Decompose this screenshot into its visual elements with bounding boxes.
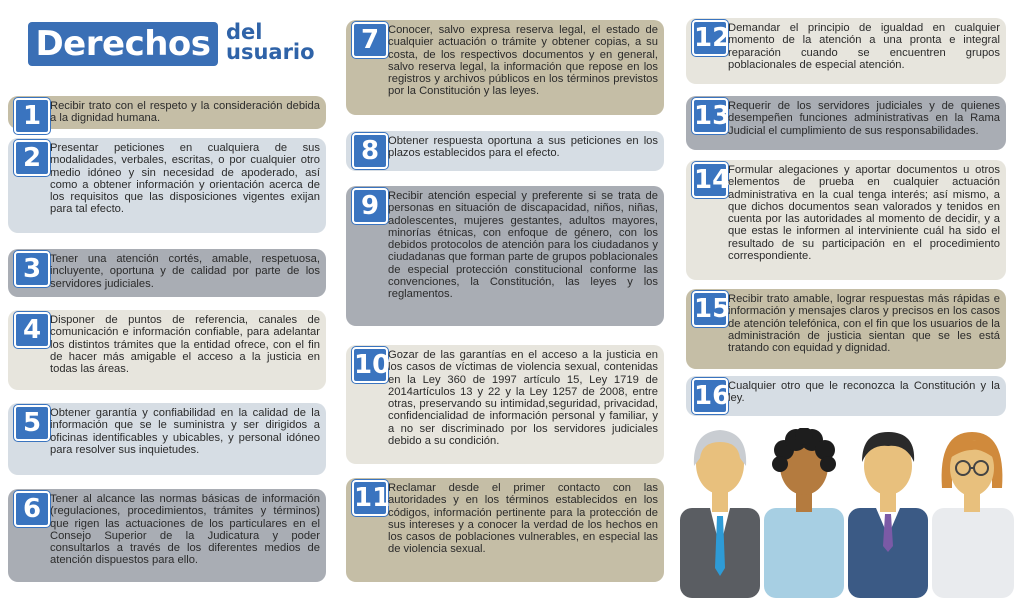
- subtitle-line-1: del: [226, 20, 263, 44]
- right-text-9: Recibir atención especial y preferente si se trata de personas en situación de discapacidad, niños, niñas, adolescentes, mujeres gestantes, adultos mayores, minorías étnicas, con enfoque de género, con los debidos protocolos de atención para los ciudadanos y ciudadanas que forman parte de grupos poblacionales de especial protección constitucional conforme las convenciones, la Constitución, las leyes y los reglamentos.: [388, 190, 658, 301]
- right-card-16: [686, 376, 1006, 416]
- person-2: [764, 428, 844, 598]
- right-text-14: Formular alegaciones y aportar documentos u otros elementos de prueba en cualquier actuación administrativa en la cual tenga interés; así mismo, a que dichos documentos sean valorados y tenidos en cuenta por las autoridades al momento de decidir, y a que estas le informen al interviniente cuál ha sido el resultado de su participación en el procedimiento correspondiente.: [728, 164, 1000, 263]
- right-text-12: Demandar el principio de igualdad en cualquier momento de la atención a una pronta e integral reparación cuando se encuentren grupos poblacionales de especial atención.: [728, 22, 1000, 71]
- right-card-14: [686, 160, 1006, 280]
- right-card-7: [346, 20, 664, 115]
- right-number-12: 12: [692, 20, 728, 56]
- right-number-11: 11: [352, 480, 388, 516]
- right-number-2: 2: [14, 140, 50, 176]
- right-number-9: 9: [352, 188, 388, 224]
- right-text-16: Cualquier otro que le reconozca la Constitución y la ley.: [728, 380, 1000, 405]
- right-card-6: [8, 489, 326, 582]
- right-card-4: [8, 310, 326, 390]
- right-number-13: 13: [692, 98, 728, 134]
- right-number-10: 10: [352, 347, 388, 383]
- right-text-1: Recibir trato con el respeto y la consideración debida a la dignidad humana.: [50, 100, 320, 125]
- right-card-13: [686, 96, 1006, 150]
- right-text-13: Requerir de los servidores judiciales y de quienes desempeñen funciones administrativas en la Rama Judicial el cumplimiento de sus responsabilidades.: [728, 100, 1000, 137]
- person-1: [680, 430, 760, 598]
- right-card-10: [346, 345, 664, 464]
- person-3: [848, 432, 928, 598]
- right-number-7: 7: [352, 22, 388, 58]
- right-text-7: Conocer, salvo expresa reserva legal, el estado de cualquier actuación o trámite y obtener copias, a su costa, de los respectivos documentos y en general, salvo reserva legal, la información que repose en los registros y archivos públicos en los términos previstos por la Constitución y las leyes.: [388, 24, 658, 98]
- right-number-15: 15: [692, 291, 728, 327]
- title-banner: [28, 22, 218, 66]
- right-text-4: Disponer de puntos de referencia, canales de comunicación e información confiable, para adelantar los distintos trámites que la entidad ofrece, con el fin de hacer más amigable el acceso a la justicia en todas las áreas.: [50, 314, 320, 376]
- right-text-10: Gozar de las garantías en el acceso a la justicia en los casos de víctimas de violencia sexual, contenidas en la Ley 360 de 1997 artículo 15, Ley 1719 de 2014artículos 13 y 22 y la Ley 1257 de 2008, entre otras, preservando su intimidad,seguridad, privacidad, confidencialidad de información personal y familiar, y a no ser discriminado por los servidores judiciales debido a su condición.: [388, 349, 658, 448]
- right-number-16: 16: [692, 378, 728, 414]
- subtitle-line-2: usuario: [226, 40, 315, 64]
- right-number-1: 1: [14, 98, 50, 134]
- right-number-5: 5: [14, 405, 50, 441]
- right-card-3: [8, 249, 326, 297]
- right-number-4: 4: [14, 312, 50, 348]
- right-text-15: Recibir trato amable, lograr respuestas más rápidas e información y mensajes claros y precisos en los casos de atención telefónica, con el fin que los usuarios de la administración de justicia sientan que se les está tratando con equidad y dignidad.: [728, 293, 1000, 355]
- right-card-2: [8, 138, 326, 233]
- right-number-6: 6: [14, 491, 50, 527]
- right-text-6: Tener al alcance las normas básicas de información (regulaciones, procedimientos, trámites y términos) que rigen las actuaciones de los particulares en el Consejo Superior de la Judicatura y poder consultarlos a través de los diferentes medios de atención dispuestos para ello.: [50, 493, 320, 567]
- right-text-5: Obtener garantía y confiabilidad en la calidad de la información que se le suministra y ser dirigidos a oficinas identificables y ubicables, y personal idóneo para resolver sus inquietudes.: [50, 407, 320, 456]
- right-text-8: Obtener respuesta oportuna a sus peticiones en los plazos establecidos para el efecto.: [388, 135, 658, 160]
- page-subtitle: [226, 22, 326, 62]
- person-4: [932, 432, 1014, 598]
- right-number-14: 14: [692, 162, 728, 198]
- right-number-3: 3: [14, 251, 50, 287]
- page-title: Derechos: [35, 24, 211, 64]
- right-card-1: [8, 96, 326, 129]
- right-card-9: [346, 186, 664, 326]
- right-card-8: [346, 131, 664, 171]
- right-card-11: [346, 478, 664, 582]
- right-text-11: Reclamar desde el primer contacto con las autoridades y en los términos establecidos en los códigos, información pertinente para la protección de sus intereses y a conocer la verdad de los hechos en los casos de poblaciones vulnerables, en especial las de violencia sexual.: [388, 482, 658, 556]
- four-people-illustration: [680, 428, 1014, 598]
- right-text-2: Presentar peticiones en cualquiera de sus modalidades, verbales, escritas, o por cualquier otro medio idóneo y sin necesidad de apoderado, así como a obtener información y orientación acerca de los requisitos que las disposiciones vigentes exijan para tal efecto.: [50, 142, 320, 216]
- right-number-8: 8: [352, 133, 388, 169]
- right-card-12: [686, 18, 1006, 84]
- right-text-3: Tener una atención cortés, amable, respetuosa, incluyente, oportuna y de calidad por parte de los servidores judiciales.: [50, 253, 320, 290]
- right-card-5: [8, 403, 326, 475]
- right-card-15: [686, 289, 1006, 369]
